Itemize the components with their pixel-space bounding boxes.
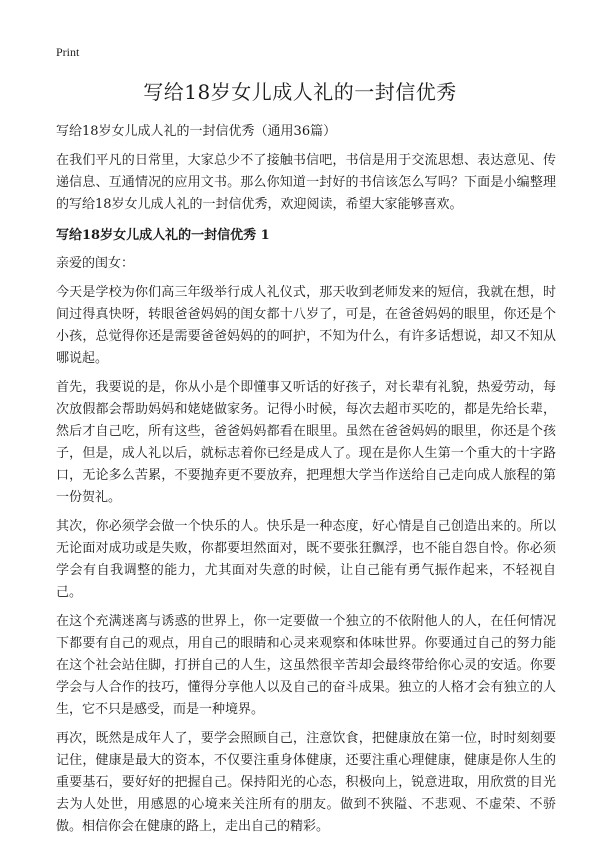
section-heading: 写给18岁女儿成人礼的一封信优秀 1 — [56, 228, 270, 243]
intro-paragraph: 在我们平凡的日常里，大家总少不了接触书信吧，书信是用于交流思想、表达意见、传递信息、互通情况的应用文书。那么你知道一封好的书信该怎么写吗？下面是小编整理的写给18岁女儿成人礼的一封信优秀，欢迎阅读，希望大家能够喜欢。 — [56, 153, 556, 212]
letter-paragraph: 今天是学校为你们高三年级举行成人礼仪式，那天收到老师发来的短信，我就在想，时间过得真快呀，转眼爸爸妈妈的闺女都十八岁了，可是，在爸爸妈妈的眼里，你还是个小孩，总觉得你还是需要爸爸妈妈的的呵护，不知为什么，有许多话想说，却又不知从哪说起。 — [56, 285, 556, 366]
letter-paragraph: 再次，既然是成年人了，要学会照顾自己，注意饮食，把健康放在第一位，时时刻刻要记住，健康是最大的资本，不仅要注重身体健康，还要注重心理健康，健康是你人生的重要基石，要好好的把握自己。保持阳光的心态，积极向上，锐意进取，用欣赏的目光去为人处世，用感恩的心境来关注所有的朋友。做到不狭隘、不悲观、不虚荣、不骄傲。相信你会在健康的路上，走出自己的精彩。 — [56, 731, 556, 834]
document-subtitle: 写给18岁女儿成人礼的一封信优秀（通用36篇） — [56, 124, 337, 139]
print-link[interactable]: Print — [56, 45, 80, 59]
letter-paragraph: 其次，你必须学会做一个快乐的人。快乐是一种态度，好心情是自己创造出来的。所以无论面对成功或是失败，你都要坦然面对，既不要张狂飘浮，也不能自怨自怜。你必须学会有自我调整的能力，尤其面对失意的时候，让自己能有勇气振作起来，不轻视自己。 — [56, 519, 556, 600]
letter-paragraph: 在这个充满迷离与诱惑的世界上，你一定要做一个独立的不依附他人的人，在任何情况下都要有自己的观点，用自己的眼睛和心灵来观察和体味世界。你要通过自己的努力能在这个社会站住脚，打拼自己的人生，这虽然很辛苦却会最终带给你心灵的安适。你要学会与人合作的技巧，懂得分享他人以及自己的奋斗成果。独立的人格才会有独立的人生，它不只是感受，而是一种境界。 — [56, 614, 556, 717]
letter-paragraph: 首先，我要说的是，你从小是个即懂事又听话的好孩子，对长辈有礼貌，热爱劳动，每次放假都会帮助妈妈和姥姥做家务。记得小时候，每次去超市买吃的，都是先给长辈，然后才自己吃，所有这些，爸爸妈妈都看在眼里。虽然在爸爸妈妈的眼里，你还是个孩子，但是，成人礼以后，就标志着你已经是成人了。现在是你人生第一个重大的十字路口，无论多么苦累，不要抛弃更不要放弃，把理想大学当作送给自己走向成人旅程的第一份贺礼。 — [56, 380, 556, 505]
letter-greeting: 亲爱的闺女： — [56, 256, 135, 271]
document-title: 写给18岁女儿成人礼的一封信优秀 — [143, 80, 457, 104]
document-body — [56, 121, 556, 845]
